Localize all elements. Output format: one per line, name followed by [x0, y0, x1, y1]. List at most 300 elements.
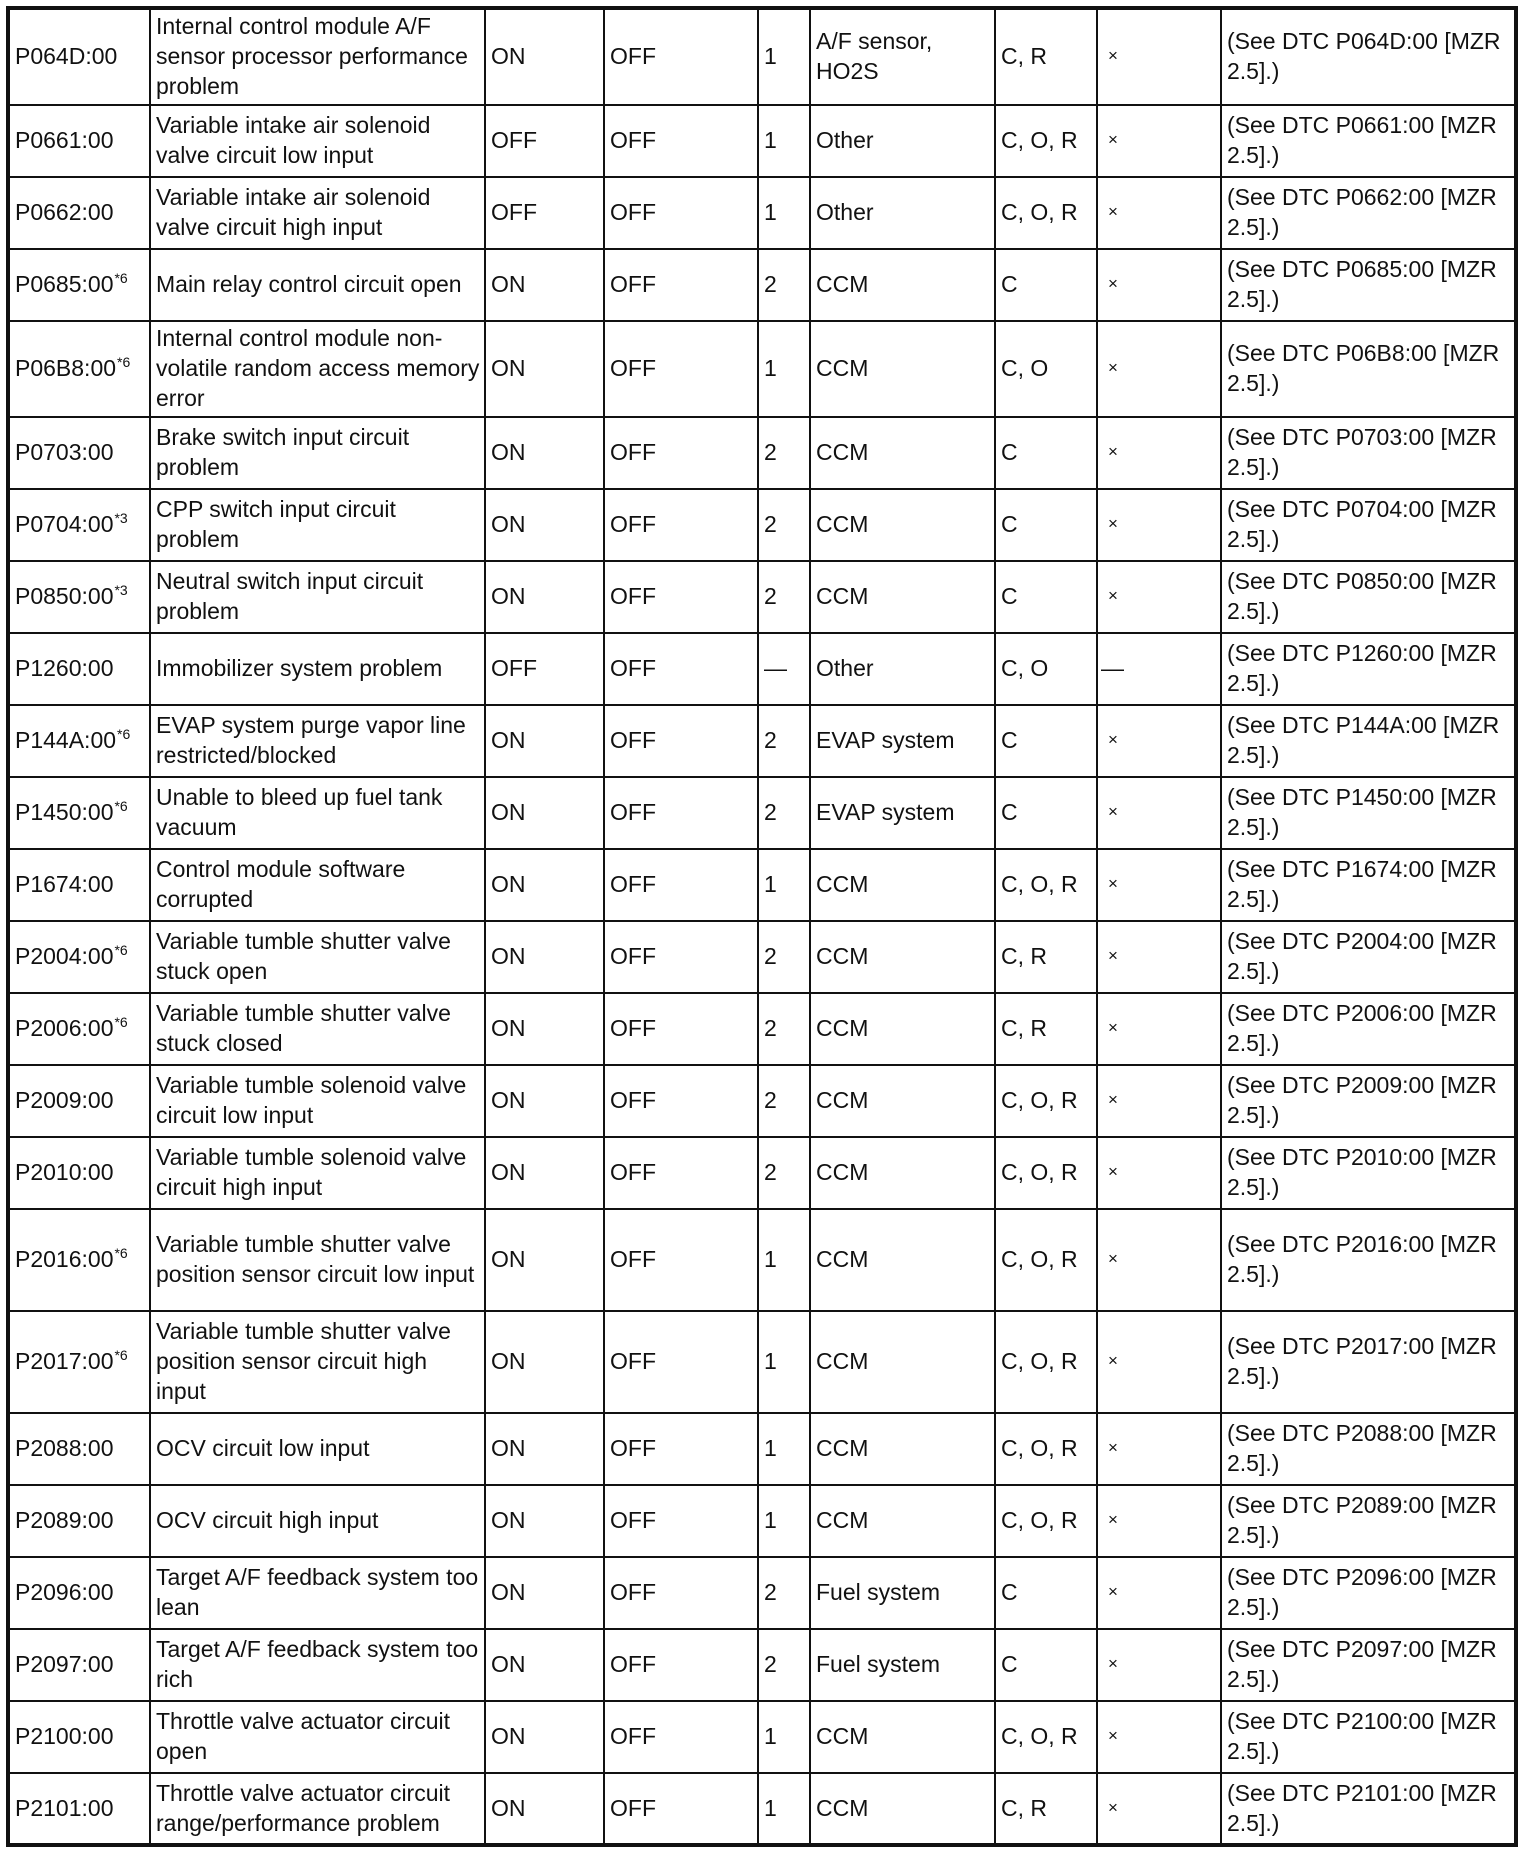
dtc-code	[8, 1557, 150, 1629]
mil-status	[485, 1311, 604, 1413]
dtc-code-text: P2006:00	[15, 1015, 114, 1041]
mil-status-text: ON	[491, 1579, 526, 1605]
dtc-description-text: Main relay control circuit open	[156, 271, 462, 297]
dtc-description-text: Throttle valve actuator circuit open	[156, 1708, 451, 1764]
dtc-reference-text: (See DTC P144A:00 [MZR 2.5].)	[1227, 712, 1500, 768]
dtc-code	[8, 1485, 150, 1557]
monitor-item	[810, 321, 995, 417]
memory-function-text: C, R	[1001, 1794, 1047, 1821]
drive-cycle	[758, 1701, 810, 1773]
dc-status-text: OFF	[610, 1579, 656, 1605]
mil-status-text: OFF	[491, 127, 537, 153]
drive-cycle	[758, 489, 810, 561]
drive-cycle	[758, 993, 810, 1065]
dc-status-text: OFF	[610, 871, 656, 897]
dc-status-text: OFF	[610, 1435, 656, 1461]
drive-cycle-text: 2	[764, 583, 777, 609]
dc-status	[604, 777, 758, 849]
dc-status-text: OFF	[610, 1159, 656, 1185]
table-row	[8, 105, 1516, 177]
dtc-reference	[1221, 105, 1516, 177]
status-mark	[1097, 8, 1221, 105]
mil-status-text: OFF	[491, 655, 537, 681]
mil-status	[485, 8, 604, 105]
mil-status-text: ON	[491, 43, 526, 69]
status-mark-text: ×	[1108, 1510, 1118, 1529]
dc-status-text: OFF	[610, 199, 656, 225]
drive-cycle	[758, 321, 810, 417]
memory-function	[995, 705, 1097, 777]
dtc-reference-text: (See DTC P2089:00 [MZR 2.5].)	[1227, 1492, 1497, 1548]
dc-status	[604, 489, 758, 561]
monitor-item-text: Other	[816, 127, 874, 153]
dc-status	[604, 1413, 758, 1485]
dtc-description-text: Control module software corrupted	[156, 856, 406, 912]
dtc-code	[8, 1065, 150, 1137]
dtc-table-body	[8, 8, 1516, 1845]
dtc-reference-text: (See DTC P0661:00 [MZR 2.5].)	[1227, 112, 1497, 168]
dtc-reference	[1221, 417, 1516, 489]
dtc-description	[150, 1485, 485, 1557]
dc-status	[604, 1485, 758, 1557]
table-row	[8, 633, 1516, 705]
dc-status	[604, 561, 758, 633]
mil-status-text: ON	[491, 355, 526, 381]
dc-status-text: OFF	[610, 1246, 656, 1272]
drive-cycle-text: 1	[764, 43, 777, 69]
monitor-item	[810, 1065, 995, 1137]
footnote-marker: *3	[114, 510, 128, 526]
drive-cycle	[758, 8, 810, 105]
table-row	[8, 249, 1516, 321]
status-mark-text: ×	[1108, 586, 1118, 605]
footnote-marker: *6	[114, 270, 128, 286]
drive-cycle	[758, 705, 810, 777]
drive-cycle	[758, 417, 810, 489]
mil-status	[485, 921, 604, 993]
memory-function-text: C	[1001, 583, 1018, 609]
dtc-code-text: P06B8:00	[15, 355, 117, 381]
dtc-description-text: EVAP system purge vapor line restricted/blocked	[156, 712, 466, 768]
dtc-code	[8, 177, 150, 249]
monitor-item-text: EVAP system	[816, 727, 955, 753]
monitor-item-text: CCM	[816, 1794, 869, 1821]
dtc-reference-text: (See DTC P2100:00 [MZR 2.5].)	[1227, 1708, 1497, 1764]
dtc-reference	[1221, 921, 1516, 993]
dtc-description-text: Variable tumble shutter valve position sensor circuit low input	[156, 1231, 475, 1287]
dtc-description-text: Unable to bleed up fuel tank vacuum	[156, 784, 443, 840]
drive-cycle	[758, 1629, 810, 1701]
memory-function-text: C, O, R	[1001, 1087, 1078, 1113]
drive-cycle-text: 2	[764, 1087, 777, 1113]
drive-cycle-text: 2	[764, 1651, 777, 1677]
memory-function	[995, 249, 1097, 321]
memory-function	[995, 321, 1097, 417]
dtc-description	[150, 1311, 485, 1413]
dc-status	[604, 105, 758, 177]
dc-status-text: OFF	[610, 727, 656, 753]
monitor-item	[810, 849, 995, 921]
dtc-code	[8, 777, 150, 849]
dtc-description	[150, 8, 485, 105]
memory-function	[995, 921, 1097, 993]
dtc-description	[150, 1629, 485, 1701]
memory-function	[995, 1773, 1097, 1845]
memory-function-text: C	[1001, 439, 1018, 465]
status-mark-text: ×	[1108, 1726, 1118, 1745]
drive-cycle	[758, 921, 810, 993]
status-mark	[1097, 417, 1221, 489]
mil-status-text: ON	[491, 1015, 526, 1041]
dtc-table	[6, 6, 1518, 1847]
mil-status	[485, 993, 604, 1065]
dtc-description	[150, 633, 485, 705]
monitor-item-text: CCM	[816, 1507, 869, 1533]
status-mark	[1097, 1629, 1221, 1701]
dc-status-text: OFF	[610, 127, 656, 153]
dtc-description-text: Variable tumble solenoid valve circuit high input	[156, 1144, 467, 1200]
dc-status	[604, 633, 758, 705]
monitor-item	[810, 1629, 995, 1701]
dtc-reference-text: (See DTC P2010:00 [MZR 2.5].)	[1227, 1144, 1497, 1200]
mil-status	[485, 1065, 604, 1137]
footnote-marker: *6	[114, 1014, 128, 1030]
dtc-reference-text: (See DTC P2006:00 [MZR 2.5].)	[1227, 1000, 1497, 1056]
footnote-marker: *6	[114, 1245, 128, 1261]
monitor-item	[810, 921, 995, 993]
monitor-item	[810, 417, 995, 489]
dtc-code-text: P1674:00	[15, 871, 114, 897]
dc-status-text: OFF	[610, 583, 656, 609]
dtc-description	[150, 249, 485, 321]
dc-status-text: OFF	[610, 943, 656, 969]
dtc-description-text: Variable tumble solenoid valve circuit low input	[156, 1072, 467, 1128]
memory-function-text: C	[1001, 271, 1018, 297]
mil-status	[485, 1701, 604, 1773]
dtc-code	[8, 705, 150, 777]
mil-status	[485, 777, 604, 849]
mil-status-text: ON	[491, 271, 526, 297]
status-mark-text: ×	[1108, 1438, 1118, 1457]
dtc-code	[8, 321, 150, 417]
dtc-code-text: P2017:00	[15, 1348, 114, 1374]
memory-function-text: C, O, R	[1001, 871, 1078, 897]
dtc-reference	[1221, 177, 1516, 249]
table-row	[8, 1137, 1516, 1209]
dtc-code-text: P2010:00	[15, 1159, 114, 1185]
drive-cycle-text: 2	[764, 943, 777, 969]
dtc-description	[150, 417, 485, 489]
dtc-description-text: Variable intake air solenoid valve circuit low input	[156, 112, 431, 168]
dtc-code-text: P2101:00	[15, 1794, 114, 1821]
dtc-code	[8, 489, 150, 561]
dtc-reference	[1221, 993, 1516, 1065]
table-row	[8, 777, 1516, 849]
dtc-reference	[1221, 849, 1516, 921]
footnote-marker: *3	[114, 582, 128, 598]
dtc-description-text: Brake switch input circuit problem	[156, 424, 410, 480]
dtc-reference-text: (See DTC P2096:00 [MZR 2.5].)	[1227, 1564, 1497, 1620]
dtc-description	[150, 489, 485, 561]
monitor-item-text: Fuel system	[816, 1579, 940, 1605]
drive-cycle-text: 2	[764, 271, 777, 297]
memory-function	[995, 1311, 1097, 1413]
monitor-item-text: Other	[816, 655, 874, 681]
status-mark	[1097, 321, 1221, 417]
dtc-reference	[1221, 1209, 1516, 1311]
drive-cycle-text: 2	[764, 1015, 777, 1041]
status-mark-text: ×	[1108, 514, 1118, 533]
dtc-code	[8, 8, 150, 105]
dc-status-text: OFF	[610, 1087, 656, 1113]
drive-cycle	[758, 1209, 810, 1311]
dtc-reference-text: (See DTC P2017:00 [MZR 2.5].)	[1227, 1333, 1497, 1389]
mil-status	[485, 561, 604, 633]
dtc-description-text: Throttle valve actuator circuit range/performance problem	[156, 1779, 451, 1836]
monitor-item-text: CCM	[816, 1435, 869, 1461]
dtc-code-text: P2016:00	[15, 1246, 114, 1272]
dtc-code-text: P2088:00	[15, 1435, 114, 1461]
memory-function-text: C, R	[1001, 43, 1047, 69]
drive-cycle	[758, 1557, 810, 1629]
status-mark-text: ×	[1108, 1654, 1118, 1673]
dtc-description-text: Variable tumble shutter valve position sensor circuit high input	[156, 1318, 451, 1404]
drive-cycle	[758, 849, 810, 921]
dtc-description	[150, 993, 485, 1065]
memory-function-text: C, O, R	[1001, 127, 1078, 153]
status-mark	[1097, 1485, 1221, 1557]
dtc-description-text: Variable tumble shutter valve stuck open	[156, 928, 451, 984]
drive-cycle-text: 2	[764, 1579, 777, 1605]
table-row	[8, 561, 1516, 633]
status-mark-text: ×	[1108, 1351, 1118, 1370]
mil-status	[485, 633, 604, 705]
status-mark-text: ×	[1108, 1797, 1118, 1817]
dtc-reference-text: (See DTC P0703:00 [MZR 2.5].)	[1227, 424, 1497, 480]
dtc-code-text: P0703:00	[15, 439, 114, 465]
drive-cycle	[758, 777, 810, 849]
memory-function	[995, 105, 1097, 177]
memory-function-text: C, O, R	[1001, 1507, 1078, 1533]
mil-status	[485, 1773, 604, 1845]
dtc-code	[8, 561, 150, 633]
monitor-item-text: CCM	[816, 511, 869, 537]
table-row	[8, 849, 1516, 921]
dtc-code-text: P0704:00	[15, 511, 114, 537]
monitor-item-text: CCM	[816, 1015, 869, 1041]
dtc-description-text: Internal control module A/F sensor processor performance problem	[156, 13, 468, 99]
dtc-reference	[1221, 489, 1516, 561]
dtc-code	[8, 921, 150, 993]
table-row	[8, 705, 1516, 777]
monitor-item	[810, 705, 995, 777]
dtc-code	[8, 1773, 150, 1845]
footnote-marker: *6	[114, 1347, 128, 1363]
dc-status	[604, 1311, 758, 1413]
mil-status-text: ON	[491, 1087, 526, 1113]
dtc-reference-text: (See DTC P1674:00 [MZR 2.5].)	[1227, 856, 1497, 912]
status-mark-text: ×	[1108, 1162, 1118, 1181]
drive-cycle-text: 1	[764, 1794, 777, 1821]
dtc-reference	[1221, 8, 1516, 105]
dtc-description	[150, 1413, 485, 1485]
monitor-item	[810, 777, 995, 849]
status-mark-text: ×	[1108, 442, 1118, 461]
footnote-marker: *6	[114, 798, 128, 814]
dc-status-text: OFF	[610, 1723, 656, 1749]
dtc-description	[150, 1065, 485, 1137]
dtc-code-text: P144A:00	[15, 727, 117, 753]
table-row	[8, 1773, 1516, 1845]
memory-function	[995, 417, 1097, 489]
status-mark	[1097, 1557, 1221, 1629]
table-row	[8, 1209, 1516, 1311]
table-row	[8, 489, 1516, 561]
memory-function-text: C, O, R	[1001, 1159, 1078, 1185]
dtc-reference	[1221, 1701, 1516, 1773]
status-mark	[1097, 1701, 1221, 1773]
dtc-reference-text: (See DTC P2088:00 [MZR 2.5].)	[1227, 1420, 1497, 1476]
dtc-code	[8, 633, 150, 705]
drive-cycle-text: 1	[764, 1723, 777, 1749]
memory-function	[995, 8, 1097, 105]
memory-function	[995, 489, 1097, 561]
status-mark	[1097, 777, 1221, 849]
dtc-code-text: P2097:00	[15, 1651, 114, 1677]
table-row	[8, 8, 1516, 105]
status-mark	[1097, 105, 1221, 177]
dtc-code	[8, 1629, 150, 1701]
dtc-code	[8, 1209, 150, 1311]
dc-status	[604, 849, 758, 921]
dtc-reference-text: (See DTC P064D:00 [MZR 2.5].)	[1227, 28, 1501, 84]
mil-status	[485, 1557, 604, 1629]
status-mark-text: ×	[1108, 274, 1118, 293]
memory-function-text: C, R	[1001, 1015, 1047, 1041]
dtc-code-text: P064D:00	[15, 43, 118, 69]
dtc-code	[8, 849, 150, 921]
monitor-item	[810, 1701, 995, 1773]
dtc-description	[150, 1773, 485, 1845]
dtc-reference	[1221, 1485, 1516, 1557]
status-mark	[1097, 1209, 1221, 1311]
table-row	[8, 321, 1516, 417]
monitor-item-text: EVAP system	[816, 799, 955, 825]
status-mark	[1097, 1413, 1221, 1485]
table-row	[8, 921, 1516, 993]
drive-cycle	[758, 1413, 810, 1485]
memory-function-text: C	[1001, 727, 1018, 753]
status-mark-text: ×	[1108, 946, 1118, 965]
dc-status-text: OFF	[610, 1794, 656, 1821]
mil-status-text: ON	[491, 511, 526, 537]
monitor-item	[810, 1413, 995, 1485]
dtc-code	[8, 249, 150, 321]
mil-status-text: ON	[491, 439, 526, 465]
table-row	[8, 1485, 1516, 1557]
mil-status-text: ON	[491, 943, 526, 969]
dc-status	[604, 1629, 758, 1701]
monitor-item-text: CCM	[816, 1348, 869, 1374]
dtc-reference-text: (See DTC P06B8:00 [MZR 2.5].)	[1227, 340, 1500, 396]
dc-status	[604, 1773, 758, 1845]
dtc-description	[150, 105, 485, 177]
dtc-description	[150, 561, 485, 633]
dtc-reference	[1221, 1137, 1516, 1209]
dtc-description	[150, 1137, 485, 1209]
drive-cycle-text: —	[764, 655, 787, 681]
monitor-item	[810, 1137, 995, 1209]
drive-cycle-text: 1	[764, 1507, 777, 1533]
monitor-item	[810, 105, 995, 177]
memory-function-text: C, R	[1001, 943, 1047, 969]
monitor-item-text: CCM	[816, 583, 869, 609]
drive-cycle	[758, 561, 810, 633]
status-mark-text: ×	[1108, 874, 1118, 893]
dtc-reference	[1221, 561, 1516, 633]
dtc-reference-text: (See DTC P0662:00 [MZR 2.5].)	[1227, 184, 1497, 240]
status-mark-text: ×	[1108, 202, 1118, 221]
dtc-description	[150, 1557, 485, 1629]
drive-cycle	[758, 177, 810, 249]
mil-status-text: ON	[491, 1507, 526, 1533]
drive-cycle-text: 1	[764, 1435, 777, 1461]
dtc-description-text: Internal control module non-volatile random access memory error	[156, 325, 480, 411]
dtc-reference-text: (See DTC P2016:00 [MZR 2.5].)	[1227, 1231, 1497, 1287]
monitor-item-text: CCM	[816, 871, 869, 897]
drive-cycle-text: 1	[764, 871, 777, 897]
mil-status	[485, 249, 604, 321]
drive-cycle	[758, 1311, 810, 1413]
dtc-code	[8, 993, 150, 1065]
memory-function	[995, 849, 1097, 921]
dtc-description	[150, 321, 485, 417]
dtc-code	[8, 105, 150, 177]
mil-status	[485, 105, 604, 177]
mil-status-text: ON	[491, 1348, 526, 1374]
mil-status-text: ON	[491, 1246, 526, 1272]
mil-status	[485, 489, 604, 561]
footnote-marker: *6	[117, 726, 131, 742]
mil-status-text: ON	[491, 1794, 526, 1821]
table-row	[8, 993, 1516, 1065]
dtc-description	[150, 777, 485, 849]
dtc-description	[150, 921, 485, 993]
memory-function	[995, 177, 1097, 249]
status-mark	[1097, 993, 1221, 1065]
dtc-description-text: Variable tumble shutter valve stuck closed	[156, 1000, 451, 1056]
dtc-code-text: P0850:00	[15, 583, 114, 609]
memory-function	[995, 1413, 1097, 1485]
dtc-reference-text: (See DTC P1450:00 [MZR 2.5].)	[1227, 784, 1497, 840]
memory-function-text: C, O, R	[1001, 1348, 1078, 1374]
dtc-reference-text: (See DTC P0704:00 [MZR 2.5].)	[1227, 496, 1497, 552]
drive-cycle	[758, 1065, 810, 1137]
mil-status	[485, 705, 604, 777]
dc-status	[604, 321, 758, 417]
dtc-reference	[1221, 1065, 1516, 1137]
status-mark-text: ×	[1108, 802, 1118, 821]
dc-status	[604, 921, 758, 993]
dtc-description	[150, 849, 485, 921]
status-mark-text: ×	[1108, 46, 1118, 65]
table-row	[8, 1629, 1516, 1701]
dtc-description-text: OCV circuit high input	[156, 1507, 379, 1533]
mil-status-text: ON	[491, 871, 526, 897]
dtc-reference-text: (See DTC P0685:00 [MZR 2.5].)	[1227, 256, 1497, 312]
dtc-code	[8, 1413, 150, 1485]
dtc-reference	[1221, 633, 1516, 705]
